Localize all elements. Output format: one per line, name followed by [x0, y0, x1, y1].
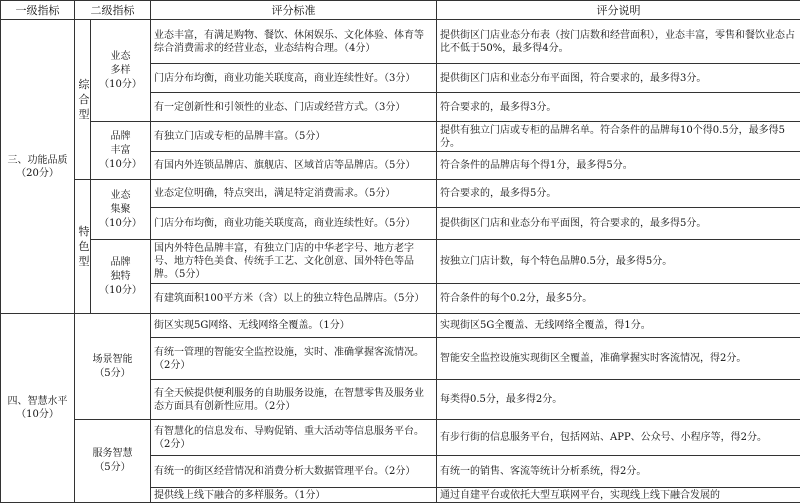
level1-score: （20分） [16, 168, 59, 179]
criteria-cell: 业态定位明确，特点突出，满足特定消费需求。（5分） [151, 180, 437, 208]
explanation-cell: 符合要求的，最多得5分。 [437, 180, 800, 208]
criteria-cell: 门店分布均衡，商业功能关联度高，商业连续性好。（3分） [151, 64, 437, 93]
level1-function-quality [1, 20, 75, 314]
level1-score: （10分） [16, 409, 59, 420]
header-explanation: 评分说明 [437, 1, 800, 20]
table-row [1, 20, 800, 64]
explanation-cell: 每类得0.5分，最多得2分。 [437, 380, 800, 420]
level3-format-diversity: 业态 多样 （10分） [91, 20, 151, 122]
level1-label: 三、功能品质 [8, 155, 68, 166]
explanation-cell: 智能安全监控设施实现街区全覆盖，准确掌握实时客流情况，得2分。 [437, 338, 800, 380]
table-header-row [1, 1, 800, 20]
explanation-cell: 提供街区门店和业态分布平面图，符合要求的，最多得5分。 [437, 208, 800, 240]
criteria-cell: 有一定创新性和引领性的业态、门店或经营方式。（3分） [151, 93, 437, 122]
explanation-cell: 符合条件的每个0.2分，最多5分。 [437, 284, 800, 314]
level1-smart-level [1, 314, 75, 503]
explanation-cell: 实现街区5G全覆盖、无线网络全覆盖，得1分。 [437, 314, 800, 338]
table-row [1, 180, 800, 208]
explanation-cell: 有步行街的信息服务平台，包括网站、APP、公众号、小程序等，得2分。 [437, 420, 800, 456]
level2-service-smart: 服务智慧 （5分） [75, 420, 151, 503]
level2-scene-smart: 场景智能 （5分） [75, 314, 151, 420]
explanation-cell: 通过自建平台或依托大型互联网平台，实现线上线下融合发展的 [437, 488, 800, 503]
criteria-cell: 有建筑面积100平方米（含）以上的独立特色品牌店。（5分） [151, 284, 437, 314]
criteria-cell: 提供线上线下融合的多样服务。（1分） [151, 488, 437, 503]
explanation-cell: 提供街区门店和业态分布平面图，符合要求的，最多得3分。 [437, 64, 800, 93]
criteria-cell: 有独立门店或专柜的品牌丰富。（5分） [151, 122, 437, 152]
criteria-cell: 有全天候提供便利服务的自助服务设施，在智慧零售及服务业态方面具有创新性应用。（2分） [151, 380, 437, 420]
level3-brand-richness: 品牌 丰富 （10分） [91, 122, 151, 180]
header-level2: 二级指标 [75, 1, 151, 20]
level2-featured: 特色型 [75, 180, 91, 314]
criteria-cell: 有国内外连锁品牌店、旗舰店、区域首店等品牌店。（5分） [151, 152, 437, 180]
criteria-cell: 街区实现5G网络、无线网络全覆盖。（1分） [151, 314, 437, 338]
table-row [1, 122, 800, 152]
criteria-cell: 有统一管理的智能安全监控设施，实时、准确掌握客流情况。（2分） [151, 338, 437, 380]
explanation-cell: 符合条件的品牌店每个得1分，最多得5分。 [437, 152, 800, 180]
explanation-cell: 按独立门店计数，每个特色品牌0.5分，最多得5分。 [437, 240, 800, 284]
criteria-cell: 有统一的街区经营情况和消费分析大数据管理平台。（2分） [151, 456, 437, 488]
level3-brand-unique: 品牌 独特 （10分） [91, 240, 151, 314]
table-row [1, 314, 800, 338]
explanation-cell: 有统一的销售、客流等统计分析系统，得2分。 [437, 456, 800, 488]
criteria-cell: 国内外特色品牌丰富，有独立门店的中华老字号、地方老字号、地方特色美食、传统手工艺、文化创意、国外特色等品牌。（5分） [151, 240, 437, 284]
explanation-cell: 提供街区门店业态分布表（按门店数和经营面积），业态丰富，零售和餐饮业态占比不低于50%，最多得4分。 [437, 20, 800, 64]
criteria-cell: 有智慧化的信息发布、导购促销、重大活动等信息服务平台。（2分） [151, 420, 437, 456]
table-row [1, 240, 800, 284]
explanation-cell: 提供有独立门店或专柜的品牌名单。符合条件的品牌每10个得0.5分，最多得5分。 [437, 122, 800, 152]
level1-label: 四、智慧水平 [8, 396, 68, 407]
criteria-cell: 业态丰富，有满足购物、餐饮、休闲娱乐、文化体验、体育等综合消费需求的经营业态，业态结构合理。（4分） [151, 20, 437, 64]
header-level1: 一级指标 [1, 1, 75, 20]
level2-comprehensive: 综合型 [75, 20, 91, 180]
level3-format-cluster: 业态 集聚 （10分） [91, 180, 151, 240]
criteria-cell: 门店分布均衡，商业功能关联度高，商业连续性好。（5分） [151, 208, 437, 240]
explanation-cell: 符合要求的，最多得3分。 [437, 93, 800, 122]
header-criteria: 评分标准 [151, 1, 437, 20]
table-row [1, 420, 800, 456]
